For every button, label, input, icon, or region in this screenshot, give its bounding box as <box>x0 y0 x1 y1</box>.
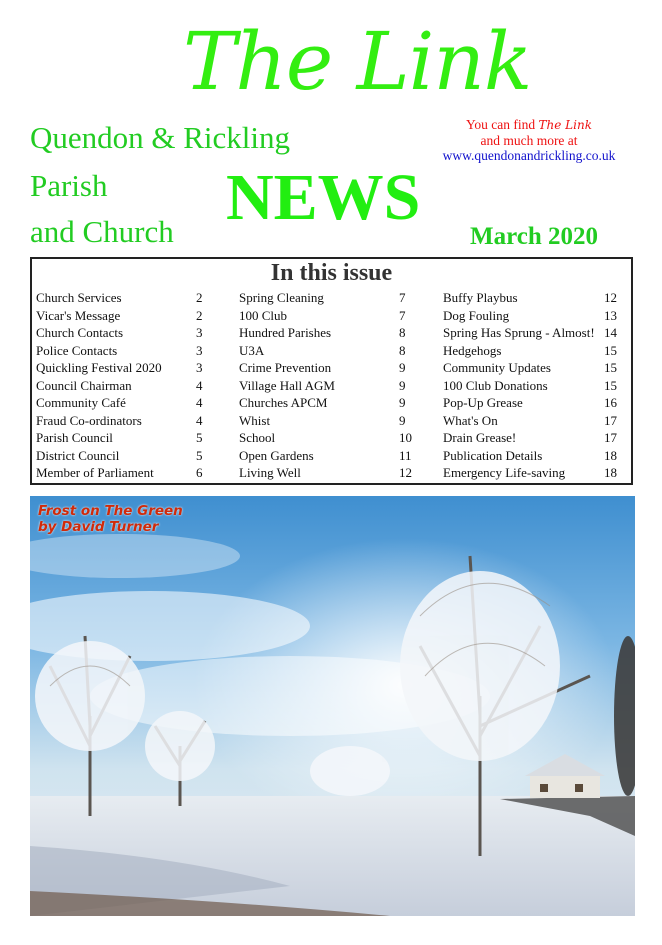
contents-item-page: 9 <box>399 360 406 375</box>
contents-item-page: 7 <box>399 290 406 305</box>
contents-item-title: Community Café <box>36 395 126 410</box>
contents-item-title: 100 Club Donations <box>443 377 548 393</box>
contents-item-page: 4 <box>196 412 203 428</box>
contents-item-title: Whist <box>239 412 271 428</box>
contents-item-page: 15 <box>604 377 617 393</box>
contents-item-title: Fraud Co-ordinators <box>36 412 142 428</box>
contents-item <box>36 324 206 342</box>
contents-item-page: 16 <box>604 395 617 410</box>
contents-item <box>239 429 412 447</box>
contents-item <box>239 447 412 465</box>
contents-item-page: 11 <box>399 447 412 463</box>
contents-item-page: 17 <box>604 430 617 445</box>
contents-item-page: 10 <box>399 430 412 445</box>
contents-item <box>443 307 631 325</box>
contents-item <box>443 377 631 395</box>
subtitle-line-1: Quendon & Rickling <box>30 120 291 155</box>
contents-item <box>36 289 206 307</box>
contents-item <box>36 464 206 482</box>
website-notice-line-2: and much more at <box>480 133 578 148</box>
contents-item <box>36 447 206 465</box>
contents-item-page: 5 <box>196 430 203 445</box>
masthead-title: The Link <box>183 15 532 108</box>
contents-item <box>36 429 206 447</box>
contents-item-page: 12 <box>399 465 412 480</box>
contents-item <box>239 342 412 360</box>
contents-item-page: 2 <box>196 307 203 323</box>
contents-item-title: U3A <box>239 342 265 358</box>
contents-item-page: 5 <box>196 447 203 463</box>
cover-photo <box>30 496 635 916</box>
contents-item <box>443 429 631 447</box>
contents-heading: In this issue <box>270 260 393 286</box>
contents-item <box>36 412 206 430</box>
contents-item <box>36 394 206 412</box>
contents-item <box>239 307 412 325</box>
contents-item <box>443 359 631 377</box>
contents-item <box>443 447 631 465</box>
contents-item-title: Dog Fouling <box>443 307 510 323</box>
contents-item-page: 17 <box>604 412 617 428</box>
contents-item-title: Hedgehogs <box>443 342 502 358</box>
contents-item-title: School <box>239 430 276 445</box>
contents-box <box>30 257 633 485</box>
contents-item-title: Drain Grease! <box>443 430 517 445</box>
contents-item-page: 9 <box>399 377 406 393</box>
contents-item-page: 4 <box>196 377 203 393</box>
contents-item <box>443 324 631 342</box>
subtitle-line-2: Parish <box>30 168 108 203</box>
contents-item-page: 15 <box>604 360 617 375</box>
contents-item <box>239 377 412 395</box>
contents-item <box>239 464 412 482</box>
contents-item-title: Church Contacts <box>36 325 124 340</box>
contents-column-2 <box>239 289 412 482</box>
website-notice <box>424 117 634 163</box>
contents-item-page: 8 <box>399 342 406 358</box>
contents-item-page: 9 <box>399 412 406 428</box>
contents-item-title: District Council <box>36 447 120 463</box>
website-link[interactable]: www.quendonandrickling.co.uk <box>442 148 616 163</box>
contents-item-page: 3 <box>196 342 203 358</box>
contents-item-page: 14 <box>604 325 617 340</box>
contents-item <box>239 412 412 430</box>
contents-item-title: Member of Parliament <box>36 465 154 480</box>
contents-item-page: 2 <box>196 290 203 305</box>
contents-item <box>36 377 206 395</box>
contents-item-title: Emergency Life-saving <box>443 465 566 480</box>
contents-item-page: 8 <box>399 325 406 340</box>
contents-item-title: Crime Prevention <box>239 360 332 375</box>
news-heading: NEWS <box>226 161 421 234</box>
photo-caption <box>38 503 183 535</box>
issue-date: March 2020 <box>470 223 598 250</box>
contents-column-1 <box>36 289 206 482</box>
contents-item-title: Churches APCM <box>239 395 328 410</box>
contents-item-page: 15 <box>604 342 617 358</box>
website-notice-line-1: You can find The Link <box>466 117 592 132</box>
contents-item-title: Living Well <box>239 465 301 480</box>
contents-item-title: Quickling Festival 2020 <box>36 360 162 375</box>
contents-item-title: Pop-Up Grease <box>443 395 523 410</box>
contents-item <box>36 307 206 325</box>
contents-item-page: 4 <box>196 395 203 410</box>
photo-caption-credit: by David Turner <box>38 519 159 535</box>
contents-item-title: Community Updates <box>443 360 551 375</box>
contents-item <box>443 342 631 360</box>
contents-item-title: Parish Council <box>36 430 113 445</box>
contents-item-title: Spring Has Sprung - Almost! <box>443 325 595 340</box>
contents-column-3 <box>443 289 631 482</box>
contents-item-page: 18 <box>604 465 617 480</box>
contents-item <box>443 289 631 307</box>
contents-item <box>239 324 412 342</box>
contents-item-title: Publication Details <box>443 447 543 463</box>
contents-item <box>239 359 412 377</box>
contents-item-title: Open Gardens <box>239 447 314 463</box>
contents-item-page: 3 <box>196 325 203 340</box>
contents-item <box>36 359 206 377</box>
contents-item-page: 9 <box>399 395 406 410</box>
contents-item-title: Council Chairman <box>36 377 132 393</box>
subtitle-line-3: and Church <box>30 214 174 249</box>
contents-item-title: 100 Club <box>239 307 288 323</box>
contents-item-title: Church Services <box>36 290 122 305</box>
inline-title: The Link <box>538 118 592 132</box>
contents-item <box>239 394 412 412</box>
contents-item-title: What's On <box>443 412 498 428</box>
contents-item-title: Spring Cleaning <box>239 290 324 305</box>
contents-item <box>443 394 631 412</box>
contents-item-page: 6 <box>196 465 203 480</box>
contents-item-title: Vicar's Message <box>36 307 121 323</box>
contents-item <box>36 342 206 360</box>
contents-item-title: Police Contacts <box>36 342 118 358</box>
photo-caption-title: Frost on The Green <box>38 503 183 519</box>
contents-item-title: Hundred Parishes <box>239 325 332 340</box>
contents-item <box>443 464 631 482</box>
contents-item-page: 18 <box>604 447 617 463</box>
contents-item <box>443 412 631 430</box>
contents-item <box>239 289 412 307</box>
contents-item-title: Buffy Playbus <box>443 290 518 305</box>
contents-item-title: Village Hall AGM <box>239 377 335 393</box>
contents-item-page: 13 <box>604 307 617 323</box>
contents-item-page: 12 <box>604 290 617 305</box>
contents-item-page: 7 <box>399 307 406 323</box>
contents-item-page: 3 <box>196 360 203 375</box>
